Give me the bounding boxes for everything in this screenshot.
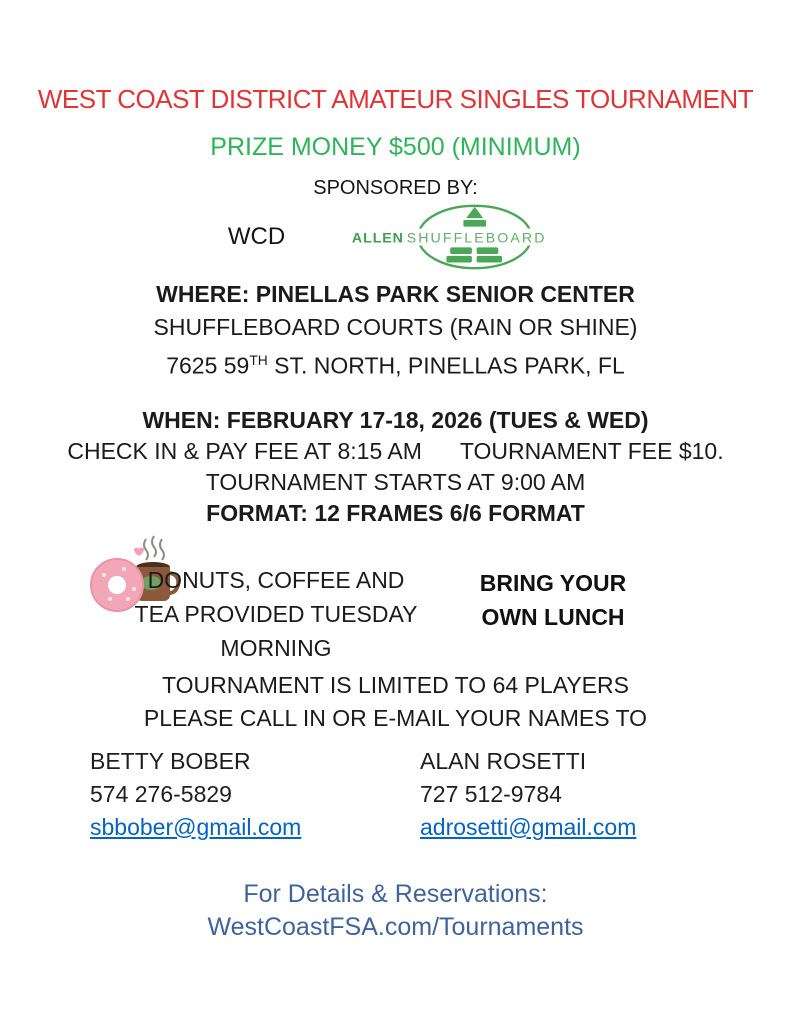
- when-section: [0, 405, 791, 529]
- sponsor-row: [0, 204, 791, 270]
- fee-text: TOURNAMENT FEE $10.: [459, 437, 724, 464]
- sponsored-by-label: SPONSORED BY:: [313, 177, 478, 199]
- wcd-label: WCD: [227, 223, 286, 250]
- contact-betty: [90, 745, 420, 844]
- logo-shuffleboard-text: SHUFFLEBOARD: [406, 230, 547, 247]
- section-gap: [0, 383, 791, 405]
- logo-discs-icon: [447, 247, 503, 262]
- footer-details-line: For Details & Reservations:: [243, 879, 548, 908]
- footer-section: [0, 878, 791, 944]
- refreshments-section: [0, 533, 791, 669]
- flyer-title: WEST COAST DISTRICT AMATEUR SINGLES TOURNAMENT: [37, 84, 754, 114]
- address-street: ST. NORTH, PINELLAS PARK, FL: [267, 352, 625, 379]
- allen-shuffleboard-logo: [343, 203, 563, 271]
- refreshments-line1: DONUTS, COFFEE AND: [147, 566, 405, 593]
- heart-icon: [134, 547, 144, 555]
- contact-alan: [420, 745, 750, 844]
- start-time-line: TOURNAMENT STARTS AT 9:00 AM: [205, 468, 586, 495]
- player-limit-line: TOURNAMENT IS LIMITED TO 64 PLAYERS: [162, 671, 629, 698]
- address-line: [0, 344, 791, 383]
- refreshments-line3: MORNING: [220, 634, 332, 661]
- donut-hole: [108, 576, 126, 594]
- address-ordinal: TH: [249, 353, 268, 368]
- where-line: WHERE: PINELLAS PARK SENIOR CENTER: [156, 281, 635, 307]
- contact-phone: 574 276-5829: [90, 780, 232, 807]
- contact-name: ALAN ROSETTI: [420, 747, 587, 774]
- contact-phone: 727 512-9784: [420, 780, 562, 807]
- prize-money-line: PRIZE MONEY $500 (MINIMUM): [210, 133, 581, 161]
- address-number: 7625 59: [166, 352, 250, 379]
- contact-name: BETTY BOBER: [90, 747, 251, 774]
- format-line: FORMAT: 12 FRAMES 6/6 FORMAT: [206, 499, 585, 526]
- contacts-section: [0, 745, 791, 844]
- contact-email-link[interactable]: sbbober@gmail.com: [90, 813, 302, 840]
- bring-lunch-line2: OWN LUNCH: [481, 603, 625, 630]
- refreshments-line2: TEA PROVIDED TUESDAY: [134, 600, 418, 627]
- logo-allen-text: ALLEN: [352, 230, 405, 247]
- courts-line: SHUFFLEBOARD COURTS (RAIN OR SHINE): [153, 314, 638, 340]
- logo-pyramid-icon: [464, 207, 487, 227]
- checkin-text: CHECK IN & PAY FEE AT 8:15 AM: [67, 437, 422, 464]
- when-line: WHEN: FEBRUARY 17-18, 2026 (TUES & WED): [142, 406, 649, 433]
- bring-lunch-line1: BRING YOUR: [479, 569, 627, 596]
- bring-lunch-text: [468, 566, 638, 634]
- checkin-fee-line: [0, 436, 791, 467]
- contact-intro-line: PLEASE CALL IN OR E-MAIL YOUR NAMES TO: [143, 704, 648, 731]
- contact-email-link[interactable]: adrosetti@gmail.com: [420, 813, 637, 840]
- refreshments-text: [128, 563, 424, 665]
- footer-url: WestCoastFSA.com/Tournaments: [207, 912, 584, 941]
- steam-icon: [144, 536, 164, 560]
- where-section: [0, 278, 791, 383]
